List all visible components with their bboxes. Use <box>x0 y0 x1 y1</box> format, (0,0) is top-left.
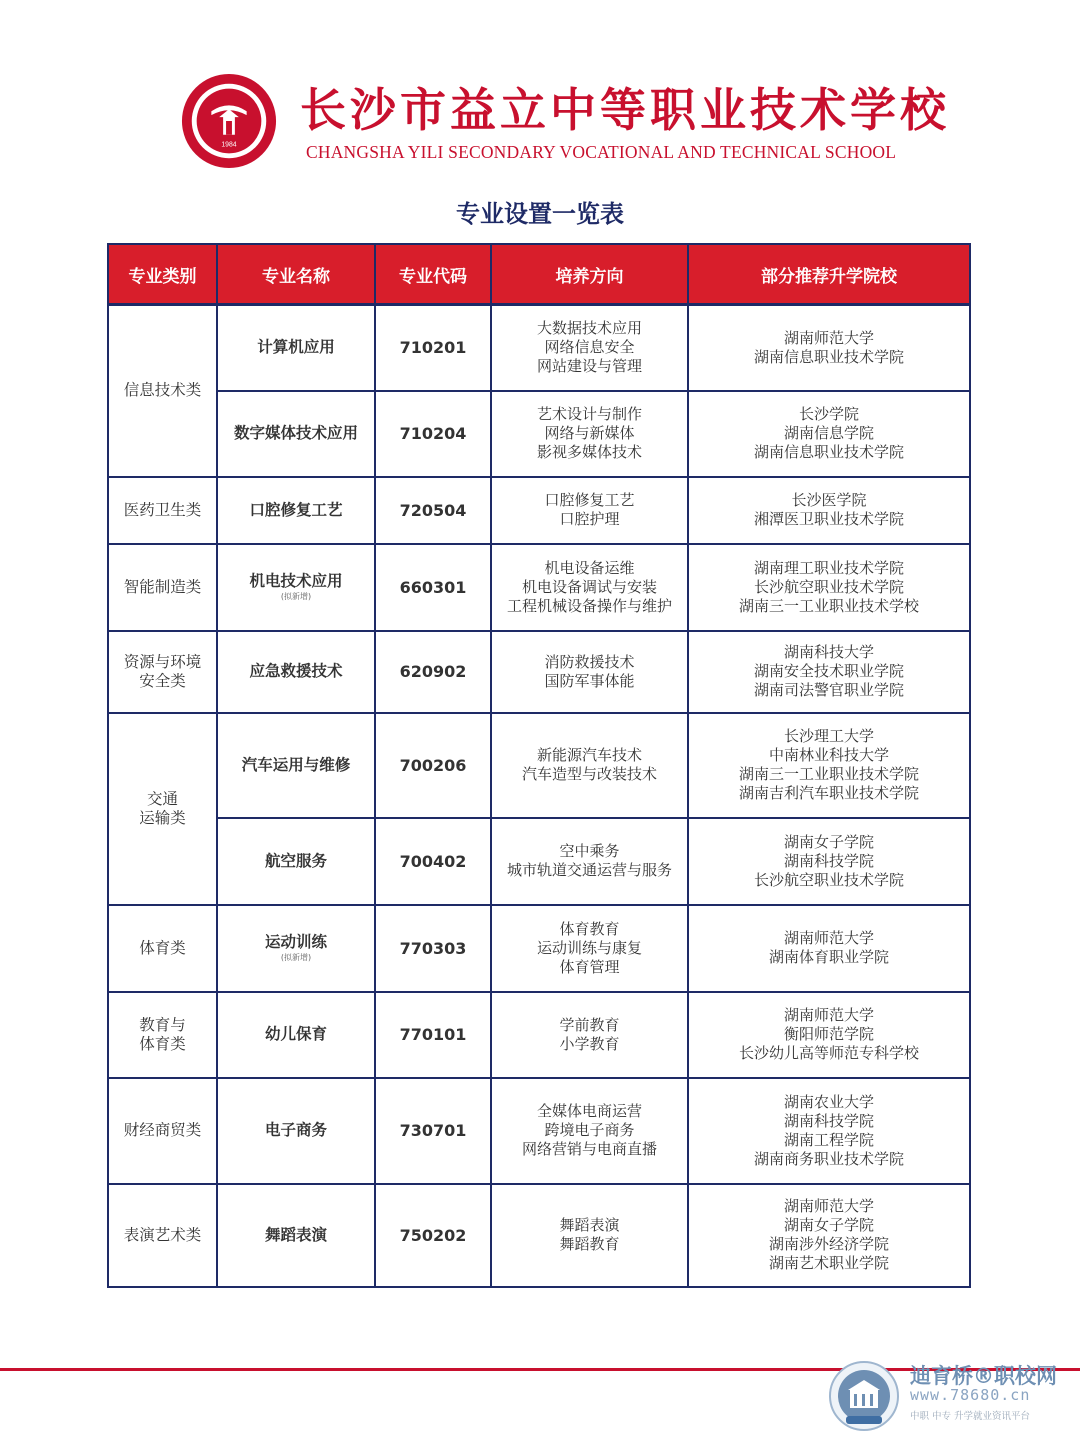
direction-cell <box>491 391 688 477</box>
major-note: (拟新增) <box>280 953 312 962</box>
school-item: 湖南信息学院 <box>783 424 874 442</box>
major-name: 运动训练 <box>264 933 327 951</box>
category-line: 安全类 <box>139 671 186 690</box>
table-row <box>108 1184 970 1287</box>
school-item: 湖南科技学院 <box>783 851 874 870</box>
school-item: 中南林业科技大学 <box>768 746 889 764</box>
table-row <box>108 713 970 818</box>
school-item: 湖南师范大学 <box>783 328 874 347</box>
school-item: 湖南吉利汽车职业技术学院 <box>738 784 919 802</box>
major-name: 应急救援技术 <box>249 662 343 680</box>
direction-item: 体育管理 <box>559 957 620 976</box>
category-cell <box>108 631 217 713</box>
site-logo-icon <box>828 1360 900 1432</box>
category-line: 运输类 <box>139 808 186 827</box>
school-item: 湖南师范大学 <box>783 929 874 947</box>
direction-item: 艺术设计与制作 <box>536 405 642 423</box>
category-cell: 信息技术类 <box>108 305 217 477</box>
school-logo <box>180 72 278 170</box>
schools-cell <box>688 992 970 1078</box>
major-name-cell <box>217 477 375 544</box>
major-code-cell: 710201 <box>375 305 491 391</box>
schools-cell <box>688 713 970 818</box>
schools-cell <box>688 544 970 631</box>
school-item: 湖南信息职业技术学院 <box>753 443 904 461</box>
major-name-cell <box>217 391 375 477</box>
schools-cell <box>688 818 970 905</box>
direction-item: 网络营销与电商直播 <box>521 1140 657 1158</box>
major-code-cell: 700402 <box>375 818 491 905</box>
table-row <box>108 905 970 992</box>
direction-item: 舞蹈教育 <box>559 1235 620 1253</box>
school-item: 湘潭医卫职业技术学院 <box>753 510 904 528</box>
table-row <box>108 992 970 1078</box>
school-item: 湖南农业大学 <box>783 1092 874 1111</box>
direction-item: 工程机械设备操作与维护 <box>506 596 672 615</box>
direction-item: 跨境电子商务 <box>544 1121 635 1139</box>
major-code-cell: 770101 <box>375 992 491 1078</box>
category-cell: 智能制造类 <box>108 544 217 631</box>
major-code-cell: 750202 <box>375 1184 491 1287</box>
major-code-cell: 720504 <box>375 477 491 544</box>
major-name: 计算机应用 <box>257 338 335 357</box>
direction-item: 全媒体电商运营 <box>536 1102 642 1120</box>
direction-item: 学前教育 <box>559 1015 620 1034</box>
school-item: 湖南科技大学 <box>783 643 874 661</box>
direction-item: 体育教育 <box>559 919 620 938</box>
direction-item: 汽车造型与改装技术 <box>521 765 657 783</box>
category-cell: 财经商贸类 <box>108 1078 217 1184</box>
major-code-cell: 700206 <box>375 713 491 818</box>
school-item: 湖南艺术职业学院 <box>768 1254 889 1272</box>
direction-cell <box>491 544 688 631</box>
schools-cell <box>688 1184 970 1287</box>
direction-cell <box>491 818 688 905</box>
major-name: 幼儿保育 <box>264 1025 327 1043</box>
site-brand: 迪育桥®职校网 <box>910 1364 1057 1388</box>
major-code-cell: 660301 <box>375 544 491 631</box>
direction-item: 影视多媒体技术 <box>536 443 642 461</box>
major-name-cell <box>217 305 375 391</box>
school-item: 湖南科技学院 <box>783 1111 874 1130</box>
school-name-en: CHANGSHA YILI SECONDARY VOCATIONAL AND TECHNICAL SCHOOL <box>306 142 897 162</box>
major-code-cell: 710204 <box>375 391 491 477</box>
header-major-code: 专业代码 <box>375 244 491 305</box>
direction-item: 大数据技术应用 <box>536 319 642 338</box>
major-name: 舞蹈表演 <box>264 1225 327 1244</box>
major-name: 机电技术应用 <box>249 572 343 590</box>
school-item: 衡阳师范学院 <box>783 1025 874 1043</box>
schools-cell <box>688 905 970 992</box>
direction-item: 消防救援技术 <box>544 652 635 671</box>
table-row <box>108 391 970 477</box>
major-name-cell <box>217 544 375 631</box>
school-item: 湖南师范大学 <box>783 1197 874 1215</box>
school-item: 湖南师范大学 <box>783 1006 874 1024</box>
major-name-cell <box>217 905 375 992</box>
header-major-name: 专业名称 <box>217 244 375 305</box>
school-item: 长沙学院 <box>798 405 859 423</box>
school-name-cn: 长沙市益立中等职业技术学校 <box>300 83 950 137</box>
direction-item: 网站建设与管理 <box>536 357 642 376</box>
school-item: 湖南商务职业技术学院 <box>753 1149 904 1168</box>
major-name: 航空服务 <box>264 851 327 870</box>
schools-cell <box>688 305 970 391</box>
major-code-cell: 770303 <box>375 905 491 992</box>
direction-item: 机电设备调试与安装 <box>521 577 657 596</box>
direction-item: 新能源汽车技术 <box>536 746 642 764</box>
table-row <box>108 631 970 713</box>
major-name-cell <box>217 1078 375 1184</box>
major-name-cell <box>217 1184 375 1287</box>
direction-cell <box>491 477 688 544</box>
table-row <box>108 818 970 905</box>
table-row <box>108 1078 970 1184</box>
schools-cell <box>688 1078 970 1184</box>
direction-cell <box>491 1078 688 1184</box>
category-cell <box>108 992 217 1078</box>
header-category: 专业类别 <box>108 244 217 305</box>
major-name: 数字媒体技术应用 <box>233 424 358 442</box>
major-code-cell: 730701 <box>375 1078 491 1184</box>
table-row <box>108 477 970 544</box>
school-item: 湖南女子学院 <box>783 832 874 851</box>
major-name-cell <box>217 713 375 818</box>
direction-item: 国防军事体能 <box>544 671 635 690</box>
table-body <box>108 305 970 1287</box>
direction-cell <box>491 992 688 1078</box>
major-name-cell <box>217 818 375 905</box>
direction-cell <box>491 905 688 992</box>
site-url[interactable]: www.78680.cn <box>910 1386 1031 1404</box>
schools-cell <box>688 631 970 713</box>
direction-item: 空中乘务 <box>559 842 620 860</box>
header-direction: 培养方向 <box>491 244 688 305</box>
category-cell <box>108 713 217 905</box>
major-note: (拟新增) <box>280 592 312 601</box>
direction-cell <box>491 713 688 818</box>
majors-table <box>107 243 971 1288</box>
major-name: 电子商务 <box>264 1121 327 1139</box>
page-title: 专业设置一览表 <box>456 200 624 228</box>
schools-cell <box>688 391 970 477</box>
category-line: 交通 <box>146 789 178 808</box>
direction-item: 网络信息安全 <box>544 338 635 357</box>
school-item: 湖南三一工业职业技术学院 <box>738 765 919 783</box>
major-code-cell: 620902 <box>375 631 491 713</box>
table-header-row <box>108 244 970 305</box>
direction-cell <box>491 305 688 391</box>
schools-cell <box>688 477 970 544</box>
category-cell: 体育类 <box>108 905 217 992</box>
direction-item: 口腔护理 <box>559 510 620 528</box>
school-item: 长沙航空职业技术学院 <box>753 870 904 889</box>
direction-item: 舞蹈表演 <box>559 1216 620 1234</box>
school-item: 湖南安全技术职业学院 <box>753 662 904 680</box>
school-item: 湖南体育职业学院 <box>768 948 889 966</box>
school-item: 湖南信息职业技术学院 <box>753 347 904 366</box>
school-item: 湖南女子学院 <box>783 1216 874 1234</box>
direction-item: 城市轨道交通运营与服务 <box>506 861 672 879</box>
direction-item: 运动训练与康复 <box>536 938 642 957</box>
category-line: 体育类 <box>139 1034 186 1053</box>
school-item: 湖南涉外经济学院 <box>768 1235 889 1253</box>
school-item: 湖南司法警官职业学院 <box>753 681 904 699</box>
table-row <box>108 305 970 391</box>
school-item: 湖南工程学院 <box>783 1130 874 1149</box>
school-item: 长沙理工大学 <box>783 727 874 745</box>
category-cell: 表演艺术类 <box>108 1184 217 1287</box>
logo-year: 1984 <box>221 141 237 149</box>
major-name: 汽车运用与维修 <box>241 755 351 774</box>
school-item: 长沙幼儿高等师范专科学校 <box>738 1044 919 1062</box>
category-line: 教育与 <box>139 1015 186 1034</box>
direction-item: 网络与新媒体 <box>544 424 635 442</box>
site-slogan: 中职 中专 升学就业资讯平台 <box>910 1411 1031 1422</box>
school-item: 湖南理工职业技术学院 <box>753 558 904 577</box>
category-line: 资源与环境 <box>123 652 202 671</box>
table-row <box>108 544 970 631</box>
school-item: 长沙航空职业技术学院 <box>753 577 904 596</box>
major-name: 口腔修复工艺 <box>249 500 343 519</box>
direction-cell <box>491 1184 688 1287</box>
direction-cell <box>491 631 688 713</box>
direction-item: 机电设备运维 <box>544 558 635 577</box>
direction-item: 小学教育 <box>559 1034 620 1053</box>
header-schools: 部分推荐升学院校 <box>688 244 970 305</box>
school-item: 长沙医学院 <box>791 491 867 509</box>
major-name-cell <box>217 631 375 713</box>
direction-item: 口腔修复工艺 <box>544 491 635 509</box>
school-item: 湖南三一工业职业技术学校 <box>738 596 919 615</box>
major-name-cell <box>217 992 375 1078</box>
category-cell: 医药卫生类 <box>108 477 217 544</box>
